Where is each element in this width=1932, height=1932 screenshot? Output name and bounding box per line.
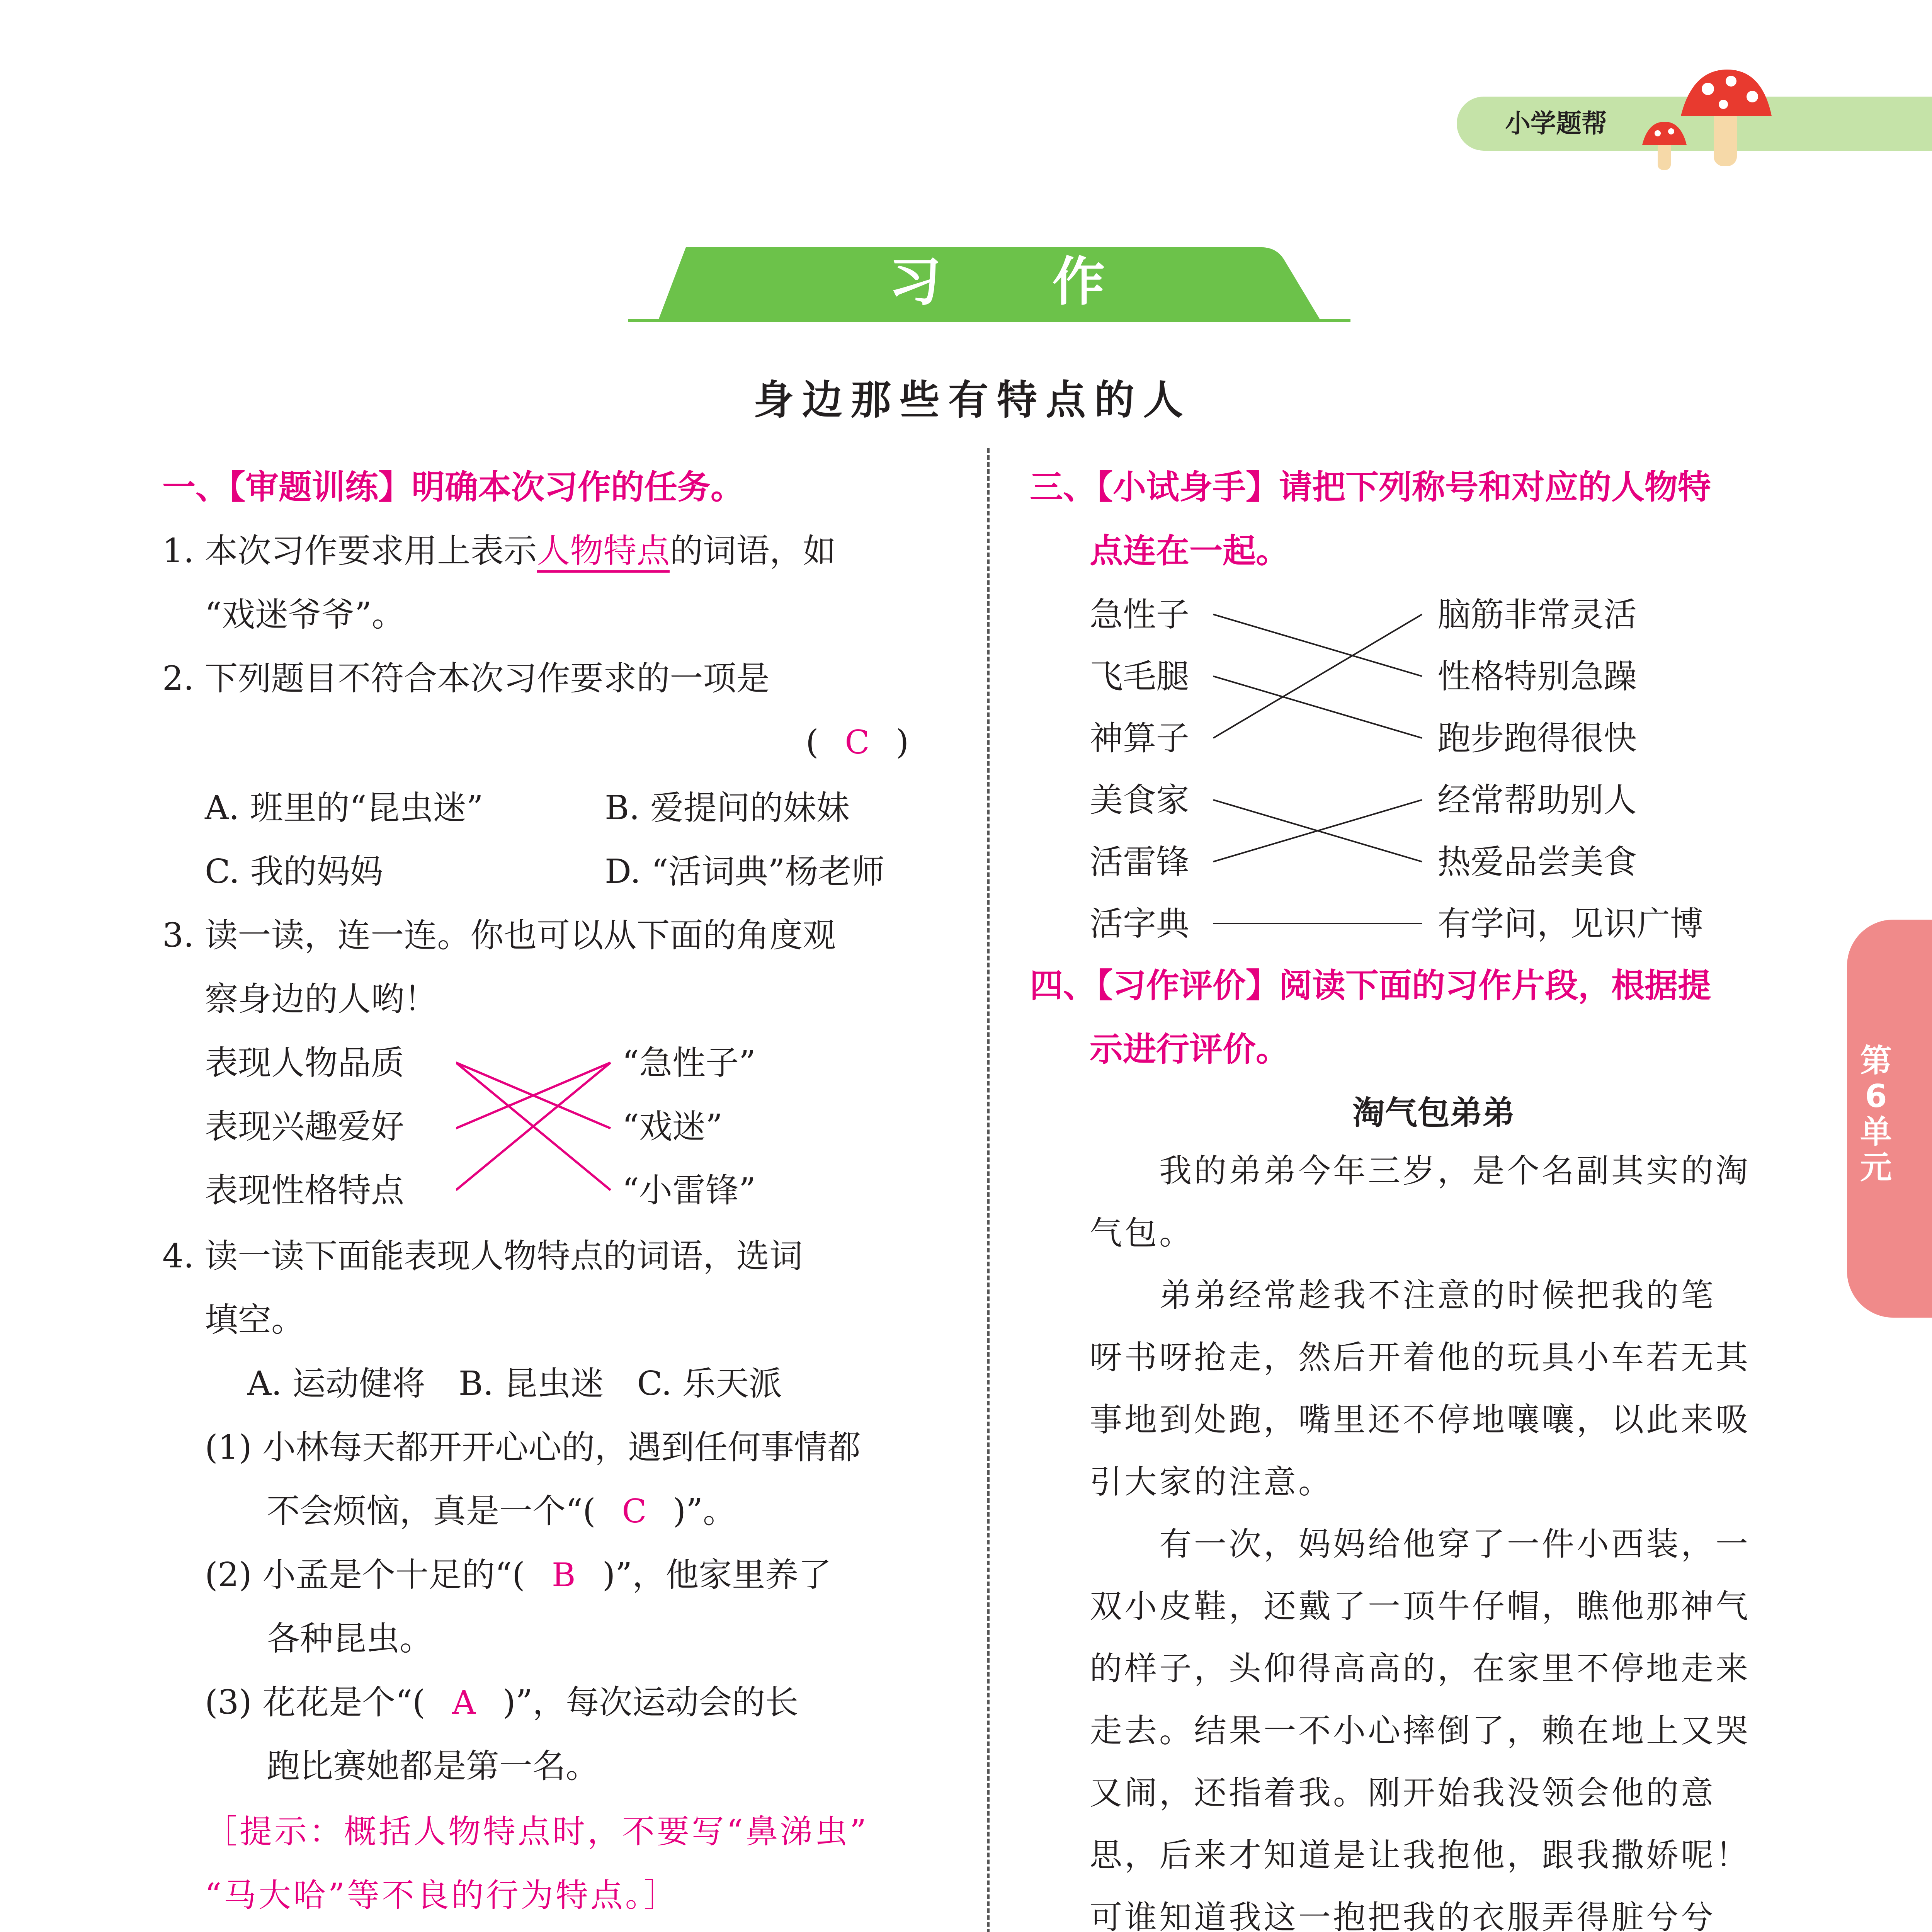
q3-right-1: “急性子” <box>622 1044 756 1082</box>
p3-left-5: 活雷锋 <box>1090 843 1189 881</box>
q4-s3-answer: A <box>452 1684 476 1721</box>
part3-heading-line1: 三、【小试身手】请把下列称号和对应的人物特 <box>1030 468 1711 507</box>
q3-right-2: “戏迷” <box>622 1107 723 1146</box>
essay-line: 我的弟弟今年三岁，是个名副其实的淘 <box>1090 1152 1751 1190</box>
p3-left-6: 活字典 <box>1090 905 1189 943</box>
q2-text: 2. 下列题目不符合本次习作要求的一项是 <box>162 659 770 698</box>
q2-option-b: B. 爱提问的妹妹 <box>605 789 850 827</box>
p3-left-2: 飞毛腿 <box>1090 657 1189 696</box>
q2-option-c: C. 我的妈妈 <box>205 852 383 891</box>
q3-left-1: 表现人物品质 <box>205 1044 404 1082</box>
part1-heading: 一、【审题训练】明确本次习作的任务。 <box>162 468 744 507</box>
part4-heading-line2: 示进行评价。 <box>1090 1030 1289 1069</box>
q3-left-2: 表现兴趣爱好 <box>205 1107 404 1146</box>
essay-line: 又闹，还指着我。刚开始我没领会他的意 <box>1090 1774 1716 1812</box>
section-title: 习 作 <box>889 252 1151 313</box>
q4-s3-line2: 跑比赛她都是第一名。 <box>267 1747 599 1786</box>
q3-left-3: 表现性格特点 <box>205 1171 404 1210</box>
p3-right-4: 经常帮助别人 <box>1437 781 1637 820</box>
part4-heading-line1: 四、【习作评价】阅读下面的习作片段，根据提 <box>1030 966 1711 1005</box>
q1-line1: 1. 本次习作要求用上表示人物特点的词语，如 <box>162 520 836 583</box>
q4-s1-line2: 不会烦恼，真是一个“( C )”。 <box>267 1480 736 1543</box>
q3-right-3: “小雷锋” <box>622 1171 756 1210</box>
q2-answer: C <box>845 723 870 761</box>
q4-s2-line2: 各种昆虫。 <box>267 1619 433 1658</box>
p3-left-1: 急性子 <box>1090 595 1189 634</box>
q2-option-a: A. 班里的“昆虫迷” <box>205 789 483 827</box>
unit-tab-label: 第6单元 <box>1860 1043 1892 1186</box>
mushroom-icon <box>1634 62 1781 178</box>
q4-s1-line1: (1) 小林每天都开开心心的，遇到任何事情都 <box>205 1428 861 1467</box>
p3-match-lines <box>1213 599 1430 931</box>
essay-line: 呀书呀抢走，然后开着他的玩具小车若无其 <box>1090 1338 1751 1376</box>
q4-s3-line1: (3) 花花是个“( A )”，每次运动会的长 <box>205 1671 798 1734</box>
q4-line1: 4. 读一读下面能表现人物特点的词语，选词 <box>162 1237 803 1276</box>
essay-line: 弟弟经常趁我不注意的时候把我的笔 <box>1090 1276 1716 1314</box>
essay-subtitle: 身边那些有特点的人 <box>753 376 1192 423</box>
q4-s1-answer: C <box>622 1492 647 1530</box>
q2-answer-box: ( C ) <box>806 711 909 774</box>
q3-line1: 3. 读一读，连一连。你也可以从下面的角度观 <box>162 916 836 955</box>
p3-right-5: 热爱品尝美食 <box>1437 843 1637 881</box>
q1-line2: “戏迷爷爷”。 <box>205 595 405 634</box>
essay-line: 事地到处跑，嘴里还不停地嚷嚷，以此来吸 <box>1090 1401 1751 1439</box>
p3-right-1: 脑筋非常灵活 <box>1437 595 1637 634</box>
part1-tip-line1: ［提示：概括人物特点时，不要写“鼻涕虫” <box>205 1813 869 1850</box>
q2-option-d: D. “活词典”杨老师 <box>605 852 885 891</box>
essay-body <box>1090 1140 1750 1932</box>
part3-heading-line2: 点连在一起。 <box>1090 532 1289 570</box>
p3-right-6: 有学问，见识广博 <box>1437 905 1703 943</box>
essay-line: 双小皮鞋，还戴了一顶牛仔帽，瞧他那神气 <box>1090 1587 1751 1625</box>
essay-line: 气包。 <box>1090 1214 1194 1252</box>
q3-match-lines <box>456 1043 618 1198</box>
essay-line: 引大家的注意。 <box>1090 1463 1333 1501</box>
part2-heading-line1 <box>162 1930 844 1932</box>
q4-options: A. 运动健将 B. 昆虫迷 C. 乐天派 <box>247 1364 782 1403</box>
p3-left-4: 美食家 <box>1090 781 1189 820</box>
p3-right-2: 性格特别急躁 <box>1437 657 1637 696</box>
p3-right-3: 跑步跑得很快 <box>1437 719 1637 758</box>
part1-tip-line2: “马大哈”等不良的行为特点。］ <box>205 1876 679 1914</box>
essay-line: 思，后来才知道是让我抱他，跟我撒娇呢！ <box>1090 1836 1751 1874</box>
q3-line2: 察身边的人哟！ <box>205 980 437 1019</box>
q1-answer: 人物特点 <box>537 532 670 573</box>
essay-title: 淘气包弟弟 <box>1352 1094 1515 1132</box>
q4-s2-answer: B <box>551 1556 576 1594</box>
essay-line: 有一次，妈妈给他穿了一件小西装，一 <box>1090 1525 1751 1563</box>
p3-left-3: 神算子 <box>1090 719 1189 758</box>
brand-label: 小学题帮 <box>1505 109 1607 138</box>
q4-s2-line1: (2) 小孟是个十足的“( B )”，他家里养了 <box>205 1544 832 1607</box>
essay-line: 走去。结果一不小心摔倒了，赖在地上又哭 <box>1090 1712 1751 1750</box>
essay-line: 可谁知道我这一抱把我的衣服弄得脏兮兮 <box>1090 1898 1716 1932</box>
column-divider <box>987 448 990 1932</box>
q4-line2: 填空。 <box>205 1301 304 1339</box>
essay-line: 的样子，头仰得高高的，在家里不停地走来 <box>1090 1650 1751 1687</box>
